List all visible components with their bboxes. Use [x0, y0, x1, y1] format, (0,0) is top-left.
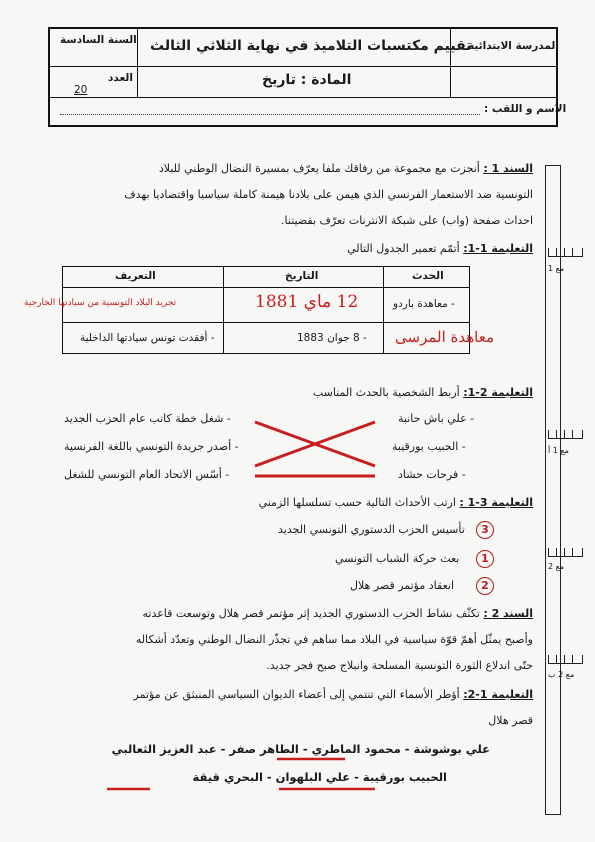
sanad2-line2: وأصبح يمثّل أهمّ قوّة سياسية في البلاد مما ساهم في تجذّر النضال الوطني وتعدّد أشكاله — [135, 633, 533, 646]
order-num-2: 1 — [476, 550, 494, 568]
person-1: - علي باش حانبة — [398, 412, 475, 425]
order-item-1: تأسيس الحزب الدستوري التونسي الجديد — [278, 523, 465, 536]
task3-1-instruction: التعليمة 3-1 : ارتب الأحداث التالية حسب تسلسلها الزمني — [258, 496, 533, 509]
person-3: - فرحات حشاد — [398, 468, 466, 481]
score-boxes-4 — [548, 655, 583, 664]
order-num-3: 2 — [476, 577, 494, 595]
score-boxes-3 — [548, 548, 583, 557]
task1-1-instruction: التعليمة 1-1: أتمّم تعمير الجدول التالي — [347, 242, 533, 255]
subject: المادة : تاريخ — [262, 72, 352, 88]
order-num-1: 3 — [476, 521, 494, 539]
sanad1-line1: السند 1 : أنجزت مع مجموعة من رفاقك ملفا يعرّف بمسيرة النضال الوطني للبلاد — [158, 162, 533, 175]
th-date: التاريخ — [285, 270, 319, 282]
cell-event-1: - معاهدة باردو — [393, 298, 455, 310]
grade-level: السنة السادسة — [60, 34, 137, 46]
cell-def-2: - أفقدت تونس سيادتها الداخلية — [80, 332, 215, 344]
grading-column — [545, 165, 561, 815]
sanad2-line1: السند 2 : تكثّف نشاط الحزب الدستوري الجديد إثر مؤتمر قصر هلال وتوسعت قاعدته — [142, 607, 533, 620]
school-name: المدرسة الابتدائية — [468, 40, 559, 52]
th-event: الحدث — [412, 270, 444, 282]
task2-1-instruction: التعليمة 2-1: أربط الشخصية بالحدث المناسب — [312, 386, 533, 399]
th-definition: التعريف — [115, 270, 156, 282]
order-item-2: بعث حركة الشباب التونسي — [335, 552, 460, 565]
cell-event-2: معاهدة المرسى — [395, 328, 495, 346]
person-2: - الحبيب بورقيبة — [392, 440, 466, 453]
sanad2-line3: حتّى اندلاع الثورة التونسية المسلحة وانبلاج صبح فجر جديد. — [266, 659, 533, 672]
score-boxes-2 — [548, 430, 583, 439]
cell-date-2: - 8 جوان 1883 — [297, 332, 367, 344]
criterion-1a: مع 1 أ — [548, 446, 569, 455]
order-item-3: انعقاد مؤتمر قصر هلال — [350, 579, 455, 592]
criterion-2: مع 2 — [548, 562, 565, 571]
task1-2-instruction: التعليمة 1-2: أؤطر الأسماء التي تنتمي إلى أعضاء الديوان السياسي المنبثق عن مؤتمر — [133, 688, 533, 701]
task1-2-instruction-cont: قصر هلال — [488, 714, 533, 727]
names-line-1: علي بوشوشة - محمود الماطري - الطاهر صفر - عبد العزيز الثعالبي — [111, 742, 490, 756]
criterion-2b: مع 2 ب — [548, 670, 575, 679]
exam-title: تقييم مكتسبات التلاميذ في نهاية الثلاثي الثالث — [150, 38, 472, 54]
score-total: 20 — [74, 84, 88, 96]
score-boxes-1 — [548, 248, 583, 257]
names-line-2: الحبيب بورقيبة - علي البلهوان - البحري قيقة — [192, 770, 447, 784]
name-underlines — [90, 755, 410, 800]
event-2: - أصدر جريدة التونسي باللغة الفرنسية — [64, 440, 239, 453]
cell-def-1: تجريد البلاد التونسية من سيادتها الخارجية — [24, 298, 177, 308]
sanad1-line2: التونسية ضد الاستعمار الفرنسي الذي هيمن على بلادنا هيمنة كاملة سياسيا واقتصاديا بهدف — [124, 188, 533, 201]
criterion-1: مع 1 — [548, 264, 565, 273]
sanad1-line3: احداث صفحة (واب) على شبكة الانترنات تعرّف بقضيتنا. — [281, 214, 533, 227]
event-3: - أسّس الاتحاد العام التونسي للشغل — [64, 468, 230, 481]
score-label: العدد — [108, 72, 133, 84]
name-label: الاسم و اللقب : — [484, 103, 567, 115]
name-field[interactable] — [60, 114, 480, 115]
event-1: - شغل خطة كاتب عام الحزب الجديد — [64, 412, 231, 425]
cell-date-1: 12 ماي 1881 — [255, 292, 359, 312]
matching-lines — [240, 410, 390, 485]
